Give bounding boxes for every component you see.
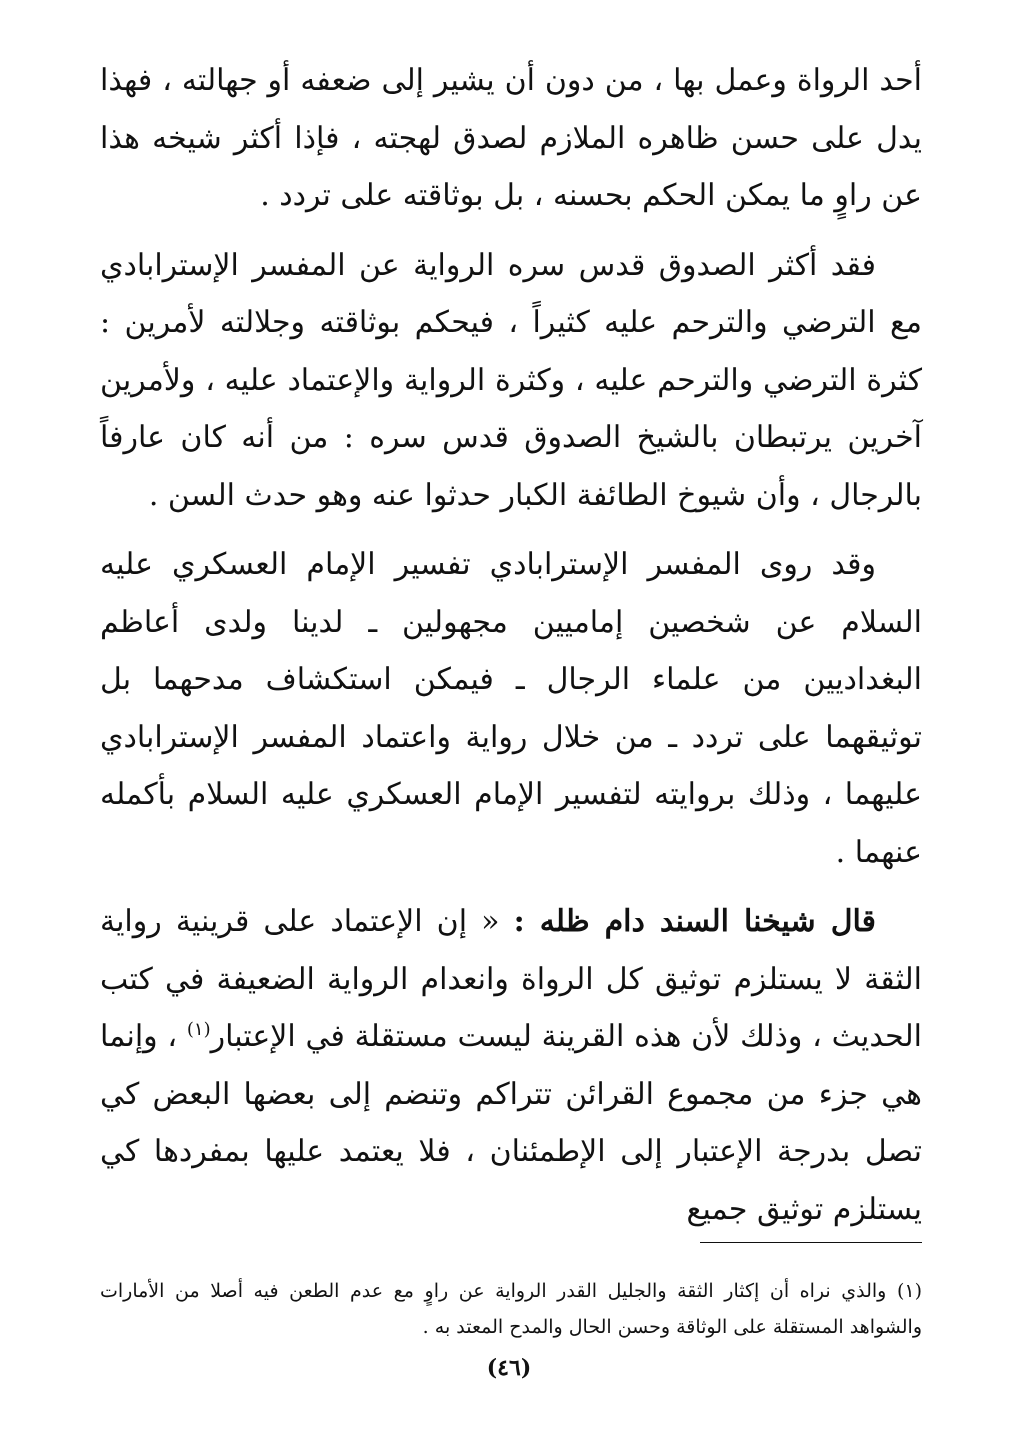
paragraph-1: أحد الرواة وعمل بها ، من دون أن يشير إلى ضعفه أو جهالته ، فهذا يدل على حسن ظاهره الملازم لصدق لهجته ، فإذا أكثر شيخه هذا عن راوٍ ما يمكن الحكم بحسنه ، بل بوثاقته على تردد . xyxy=(100,63,922,213)
quote-text-2: ، وإنما هي جزء من مجموع القرائن تتراكم وتنضم إلى بعضها البعض كي تصل بدرجة الإعتبار إلى الإطمئنان ، فلا يعتمد عليها بمفردها كي يستلزم توثيق جميع xyxy=(100,1019,922,1227)
paragraph-3: وقد روى المفسر الإسترابادي تفسير الإمام العسكري عليه السلام عن شخصين إماميين مجهولين ـ لدينا ولدى أعاظم البغداديين من علماء الرجال ـ فيمكن استكشاف مدحهما بل توثيقهما على تردد ـ من خلال رواية واعتماد المفسر الإسترابادي عليهما ، وذلك بروايته لتفسير الإمام العسكري عليه السلام بأكمله عنهما . xyxy=(100,547,922,870)
footnote: (١) والذي نراه أن إكثار الثقة والجليل القدر الرواية عن راوٍ مع عدم الطعن فيه أصلا من الأمارات والشواهد المستقلة على الوثاقة وحسن الحال والمدح المعتد به . xyxy=(100,1280,922,1338)
paragraph-2: فقد أكثر الصدوق قدس سره الرواية عن المفسر الإسترابادي مع الترضي والترحم عليه كثيراً ، فيحكم بوثاقته وجلالته لأمرين : كثرة الترضي والترحم عليه ، وكثرة الرواية والإعتماد عليه ، ولأمرين آخرين يرتبطان بالشيخ الصدوق قدس سره : من أنه كان عارفاً بالرجال ، وأن شيوخ الطائفة الكبار حدثوا عنه وهو حدث السن . xyxy=(100,247,922,513)
paragraph-4 xyxy=(100,893,922,1238)
page-body xyxy=(100,52,922,1250)
quote-text-1: « إن الإعتماد على قرينية رواية الثقة لا يستلزم توثيق كل الرواة وانعدام الرواية الضعيفة في كتب الحديث ، وذلك لأن هذه القرينة ليست مستقلة في الإعتبار xyxy=(100,904,922,1054)
page-number: (٤٦) xyxy=(486,1355,532,1381)
quote-speaker: قال شيخنا السند دام ظله : xyxy=(513,904,876,939)
footnote-separator xyxy=(700,1242,922,1243)
footnote-reference: (١) xyxy=(186,1019,211,1040)
